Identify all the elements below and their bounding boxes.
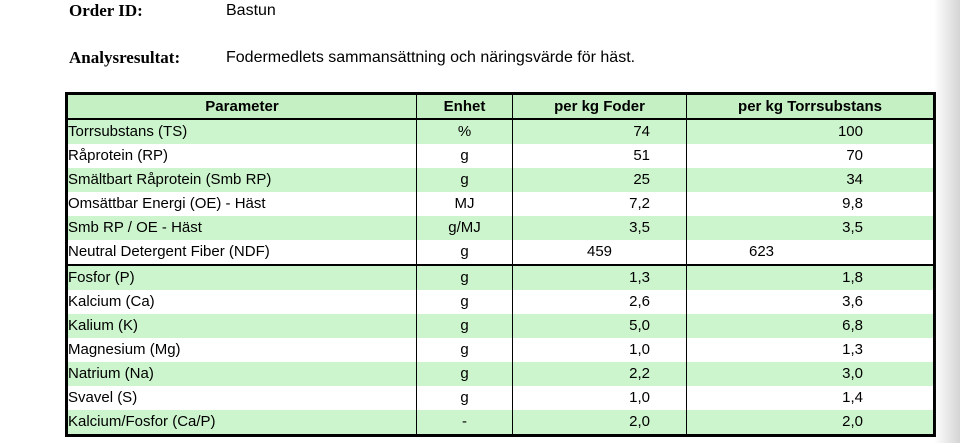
cell-unit: % — [417, 119, 513, 144]
cell-parameter: Torrsubstans (TS) — [67, 119, 417, 144]
cell-unit: g — [417, 386, 513, 410]
page-edge-shadow — [934, 0, 960, 443]
cell-per-kg-torrsubstans: 1,8 — [687, 265, 935, 290]
cell-parameter: Fosfor (P) — [67, 265, 417, 290]
cell-parameter: Kalium (K) — [67, 314, 417, 338]
cell-per-kg-foder: 74 — [513, 119, 687, 144]
cell-unit: g — [417, 290, 513, 314]
cell-per-kg-foder: 51 — [513, 144, 687, 168]
cell-parameter: Omsättbar Energi (OE) - Häst — [67, 192, 417, 216]
cell-unit: - — [417, 410, 513, 436]
order-id-value: Bastun — [226, 2, 276, 19]
table-row — [67, 119, 935, 144]
cell-unit: g — [417, 314, 513, 338]
cell-per-kg-foder: 1,0 — [513, 338, 687, 362]
cell-per-kg-foder: 1,3 — [513, 265, 687, 290]
table-row — [67, 192, 935, 216]
cell-parameter: Kalcium/Fosfor (Ca/P) — [67, 410, 417, 436]
cell-per-kg-foder: 459 — [513, 240, 687, 265]
table-row — [67, 410, 935, 436]
cell-unit: g — [417, 338, 513, 362]
header-per-kg-torrsubstans: per kg Torrsubstans — [687, 94, 935, 120]
cell-per-kg-torrsubstans: 34 — [687, 168, 935, 192]
table-header-row — [67, 94, 935, 120]
analysis-table — [65, 92, 936, 437]
cell-unit: g — [417, 168, 513, 192]
cell-per-kg-foder: 25 — [513, 168, 687, 192]
cell-per-kg-torrsubstans: 1,4 — [687, 386, 935, 410]
analysis-result-label: Analysresultat: — [69, 48, 181, 67]
table-row — [67, 240, 935, 265]
cell-parameter: Magnesium (Mg) — [67, 338, 417, 362]
cell-unit: MJ — [417, 192, 513, 216]
table-row — [67, 290, 935, 314]
cell-per-kg-foder: 2,2 — [513, 362, 687, 386]
cell-per-kg-torrsubstans: 1,3 — [687, 338, 935, 362]
table-row — [67, 338, 935, 362]
table-row — [67, 216, 935, 240]
cell-per-kg-torrsubstans: 3,6 — [687, 290, 935, 314]
table-row — [67, 144, 935, 168]
cell-per-kg-torrsubstans: 9,8 — [687, 192, 935, 216]
cell-unit: g — [417, 265, 513, 290]
table-row — [67, 362, 935, 386]
cell-unit: g — [417, 362, 513, 386]
order-id-label: Order ID: — [69, 1, 143, 20]
cell-per-kg-torrsubstans: 70 — [687, 144, 935, 168]
cell-per-kg-foder: 5,0 — [513, 314, 687, 338]
table-row — [67, 168, 935, 192]
cell-per-kg-foder: 3,5 — [513, 216, 687, 240]
cell-per-kg-torrsubstans: 100 — [687, 119, 935, 144]
cell-parameter: Kalcium (Ca) — [67, 290, 417, 314]
analysis-result-value: Fodermedlets sammansättning och näringsvärde för häst. — [226, 49, 636, 66]
header-per-kg-foder: per kg Foder — [513, 94, 687, 120]
cell-per-kg-torrsubstans: 3,5 — [687, 216, 935, 240]
table-row — [67, 314, 935, 338]
cell-parameter: Smb RP / OE - Häst — [67, 216, 417, 240]
header-parameter: Parameter — [67, 94, 417, 120]
cell-per-kg-foder: 2,0 — [513, 410, 687, 436]
cell-parameter: Svavel (S) — [67, 386, 417, 410]
cell-unit: g/MJ — [417, 216, 513, 240]
cell-per-kg-foder: 2,6 — [513, 290, 687, 314]
table-row — [67, 386, 935, 410]
cell-per-kg-torrsubstans: 3,0 — [687, 362, 935, 386]
cell-parameter: Smältbart Råprotein (Smb RP) — [67, 168, 417, 192]
header-unit: Enhet — [417, 94, 513, 120]
cell-per-kg-torrsubstans: 2,0 — [687, 410, 935, 436]
cell-parameter: Neutral Detergent Fiber (NDF) — [67, 240, 417, 265]
cell-per-kg-torrsubstans: 6,8 — [687, 314, 935, 338]
cell-per-kg-torrsubstans: 623 — [687, 240, 935, 265]
cell-parameter: Råprotein (RP) — [67, 144, 417, 168]
cell-per-kg-foder: 7,2 — [513, 192, 687, 216]
cell-per-kg-foder: 1,0 — [513, 386, 687, 410]
table-row — [67, 265, 935, 290]
cell-unit: g — [417, 240, 513, 265]
cell-parameter: Natrium (Na) — [67, 362, 417, 386]
cell-unit: g — [417, 144, 513, 168]
